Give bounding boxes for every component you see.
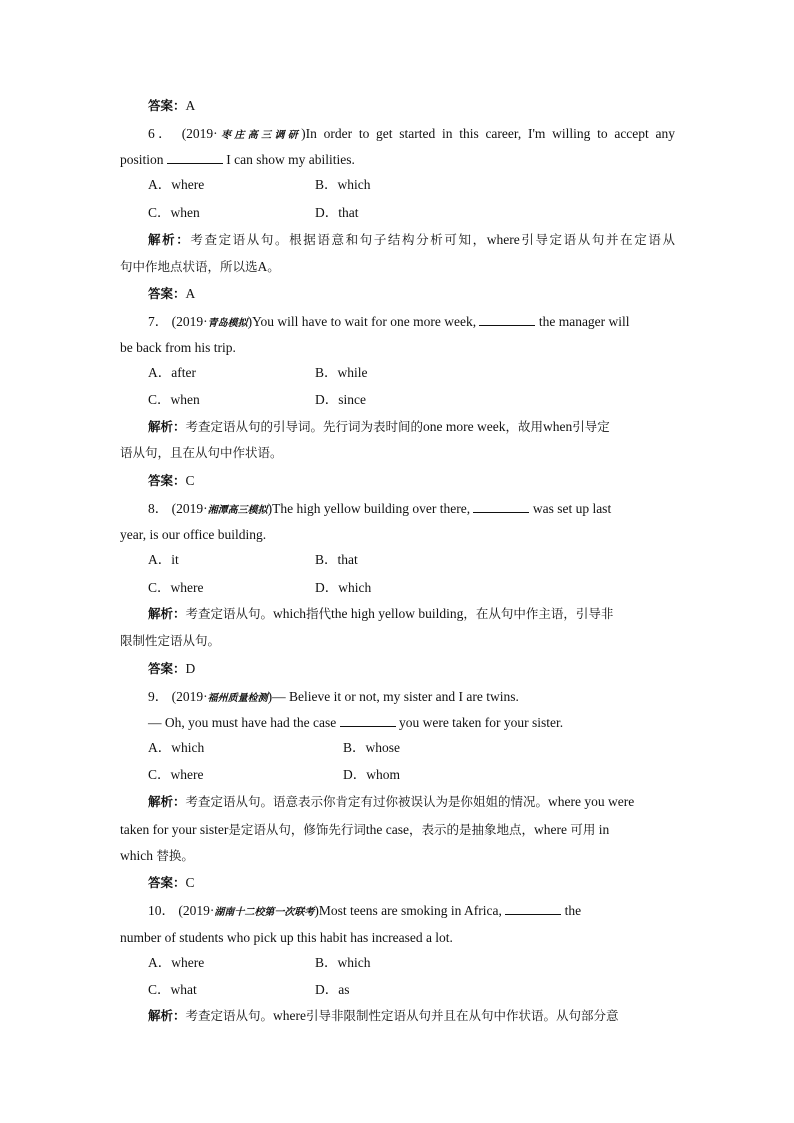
analysis-text: 指代 — [306, 606, 332, 621]
question-number: 6． — [148, 126, 175, 141]
answer-line — [148, 97, 703, 115]
question-text: )The high yellow building over there, — [267, 501, 471, 516]
question-source: 湖南十二校第一次联考 — [214, 907, 315, 918]
question-text: position — [120, 152, 164, 167]
analysis-text: 限制性定语从句。 — [120, 633, 221, 648]
answer-blank — [505, 902, 561, 915]
analysis-text: in — [598, 822, 610, 837]
option-b: B．while — [315, 365, 368, 380]
question-7-analysis — [148, 418, 703, 436]
option-d: D．since — [315, 392, 366, 407]
question-number: 10． — [148, 903, 175, 918]
answer-label: 答案： — [148, 661, 186, 676]
question-7-options-row2 — [148, 391, 703, 409]
answer-label: 答案： — [148, 473, 186, 488]
analysis-text: one more week — [423, 419, 506, 434]
question-6-analysis — [148, 231, 675, 249]
option-b: B．which — [315, 955, 371, 970]
option-c: C．where — [148, 767, 204, 782]
option-b: B．which — [315, 177, 371, 192]
question-text: )You will have to wait for one more week, — [247, 314, 477, 329]
analysis-text: when — [543, 419, 573, 434]
analysis-text: 。 — [267, 259, 280, 274]
analysis-label: 解析： — [148, 794, 186, 809]
analysis-text: 考查定语从句的引导词。先行词为表时间的 — [185, 419, 424, 434]
option-c: C．where — [148, 580, 204, 595]
answer-value: A — [185, 286, 196, 301]
question-9-analysis-line2 — [120, 821, 675, 839]
analysis-text: where — [533, 822, 567, 837]
analysis-text: ，故用 — [505, 419, 544, 434]
question-9-analysis-line3 — [120, 847, 675, 865]
analysis-label: 解析： — [148, 232, 191, 247]
question-text: was set up last — [532, 501, 612, 516]
question-6-stem — [148, 125, 675, 145]
question-6-options-row1 — [148, 176, 703, 194]
option-c: C．what — [148, 982, 197, 997]
question-6-answer — [148, 285, 703, 303]
question-7-answer — [148, 472, 703, 490]
question-8-options-row1 — [148, 551, 703, 569]
question-10-options-row1 — [148, 954, 703, 972]
question-9-options-row2 — [148, 766, 703, 784]
option-a: A．where — [148, 955, 205, 970]
option-b: B．that — [315, 552, 358, 567]
question-year: (2019· — [171, 314, 208, 329]
question-text: )Most teens are smoking in Africa, — [314, 903, 502, 918]
analysis-label: 解析： — [148, 606, 186, 621]
analysis-text: 引导定语从句并在定语从 — [519, 232, 675, 247]
question-text: the — [564, 903, 582, 918]
analysis-text: 考查定语从句。根据语意和句子结构分析可知， — [190, 232, 487, 247]
option-d: D．as — [315, 982, 350, 997]
question-8-stem-line2 — [120, 526, 675, 544]
question-8-options-row2 — [148, 579, 703, 597]
option-c: C．when — [148, 205, 200, 220]
analysis-text: 引导非限制性定语从句并且在从句中作状语。从句部分意 — [306, 1008, 619, 1023]
option-d: D．that — [315, 205, 359, 220]
analysis-text: 考查定语从句。语意表示你肯定有过你被误认为是你姐姐的情况。 — [185, 794, 549, 809]
question-year: (2019· — [181, 126, 218, 141]
question-year: (2019· — [171, 501, 208, 516]
answer-value: A — [185, 98, 196, 113]
answer-blank — [340, 714, 396, 727]
analysis-text: taken for your sister — [120, 822, 229, 837]
analysis-label: 解析： — [148, 419, 186, 434]
question-source: 青岛模拟 — [207, 318, 248, 329]
question-source: 枣庄高三调研 — [217, 130, 302, 141]
answer-value: C — [185, 473, 195, 488]
question-source: 福州质量检测 — [207, 693, 268, 704]
question-7-stem-line2 — [120, 339, 675, 357]
analysis-text: where — [273, 1008, 307, 1023]
question-text: — Oh, you must have had the case — [148, 715, 337, 730]
analysis-text: A — [257, 259, 268, 274]
question-text: be back from his trip. — [120, 340, 236, 355]
analysis-label: 解析： — [148, 1008, 186, 1023]
question-9-options-row1 — [148, 739, 703, 757]
option-a: A．where — [148, 177, 205, 192]
question-8-stem — [148, 500, 703, 520]
question-source: 湘潭高三模拟 — [207, 505, 268, 516]
answer-label: 答案： — [148, 875, 186, 890]
question-number: 9． — [148, 689, 169, 704]
question-6-stem-line2 — [120, 151, 675, 169]
question-9-stem-line2 — [148, 714, 703, 732]
question-7-analysis-line2 — [120, 444, 675, 462]
question-6-options-row2 — [148, 204, 703, 222]
analysis-text: the high yellow building — [331, 606, 464, 621]
option-a: A．which — [148, 740, 205, 755]
option-a: A．it — [148, 552, 179, 567]
question-10-stem — [148, 902, 703, 922]
option-d: D．which — [315, 580, 372, 595]
analysis-text: 引导定 — [572, 419, 610, 434]
answer-label: 答案： — [148, 98, 186, 113]
analysis-text: 替换。 — [156, 848, 194, 863]
question-7-stem — [148, 313, 703, 333]
question-10-analysis — [148, 1007, 703, 1025]
answer-blank — [479, 313, 535, 326]
question-9-stem — [148, 688, 703, 708]
question-year: (2019· — [178, 903, 215, 918]
answer-blank — [167, 151, 223, 164]
question-8-answer — [148, 660, 703, 678]
analysis-text: 句中作地点状语，所以选 — [120, 259, 258, 274]
question-10-options-row2 — [148, 981, 703, 999]
analysis-text: ，在从句中作主语，引导非 — [463, 606, 614, 621]
question-9-answer — [148, 874, 703, 892]
analysis-text: 是定语从句，修饰先行词 — [228, 822, 366, 837]
question-number: 7． — [148, 314, 169, 329]
option-b: B．whose — [343, 740, 401, 755]
analysis-text: 考查定语从句。 — [185, 1008, 274, 1023]
question-text: )— Believe it or not, my sister and I are twins. — [267, 689, 519, 704]
analysis-text: the case — [365, 822, 409, 837]
analysis-text: where — [486, 232, 520, 247]
analysis-text: 考查定语从句。 — [185, 606, 274, 621]
question-text: number of students who pick up this habit has increased a lot. — [120, 930, 453, 945]
analysis-text: 语从句，且在从句中作状语。 — [120, 445, 283, 460]
analysis-text: ，表示的是抽象地点， — [408, 822, 534, 837]
analysis-text: where you were — [548, 794, 635, 809]
question-text: )In order to get started in this career, I'm willing to accept any — [301, 126, 676, 141]
question-text: you were taken for your sister. — [398, 715, 564, 730]
question-6-analysis-line2 — [120, 258, 675, 276]
question-9-analysis — [148, 793, 703, 811]
analysis-text: which — [120, 848, 153, 863]
answer-value: C — [185, 875, 195, 890]
question-number: 8． — [148, 501, 169, 516]
option-c: C．when — [148, 392, 200, 407]
option-a: A．after — [148, 365, 196, 380]
answer-blank — [473, 500, 529, 513]
question-10-stem-line2 — [120, 929, 675, 947]
analysis-text: 可用 — [570, 822, 596, 837]
answer-label: 答案： — [148, 286, 186, 301]
question-7-options-row1 — [148, 364, 703, 382]
question-8-analysis-line2 — [120, 632, 675, 650]
option-d: D．whom — [343, 767, 400, 782]
analysis-text: which — [273, 606, 307, 621]
question-8-analysis — [148, 605, 703, 623]
question-year: (2019· — [171, 689, 208, 704]
question-text: year, is our office building. — [120, 527, 267, 542]
answer-value: D — [185, 661, 196, 676]
question-text: I can show my abilities. — [226, 152, 355, 167]
question-text: the manager will — [538, 314, 630, 329]
